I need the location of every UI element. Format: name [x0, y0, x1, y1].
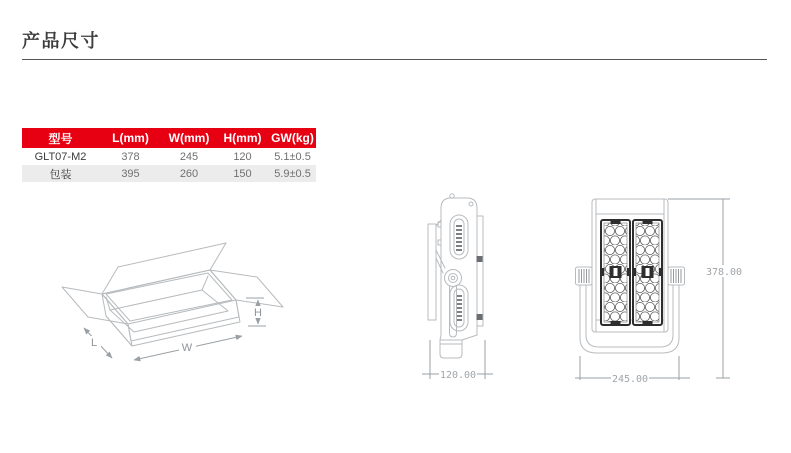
- carton-label-w: W: [181, 342, 193, 354]
- front-knob-left: [576, 267, 593, 285]
- cell-length: 395: [99, 165, 162, 182]
- cell-length: 378: [121, 150, 140, 163]
- side-dim-width: [422, 340, 493, 381]
- side-fastener: [477, 256, 483, 262]
- header-cell-model: 型号: [22, 128, 99, 148]
- cell-height: 150: [216, 165, 269, 182]
- carton-drawing: [50, 240, 290, 380]
- carton-dim-width: [134, 336, 242, 360]
- page-title: 产品尺寸: [22, 31, 100, 51]
- carton-dim-length: [84, 328, 112, 358]
- side-fastener: [477, 314, 483, 320]
- cell-width: 260: [162, 165, 216, 182]
- front-knob-right: [668, 267, 685, 285]
- cell-weight: 5.1±0.5: [274, 150, 311, 163]
- cell-weight: 5.9±0.5: [269, 165, 316, 182]
- front-dim-width: [575, 356, 690, 385]
- title-divider: [22, 59, 767, 60]
- header-cell-height: H(mm): [216, 128, 269, 148]
- front-led-module: [633, 220, 662, 325]
- spec-table: [22, 128, 316, 182]
- front-dim-height-label: 378.00: [705, 267, 743, 278]
- carton-body: [102, 270, 240, 346]
- header-cell-width: W(mm): [162, 128, 216, 148]
- cell-model: GLT07-M2: [34, 150, 87, 163]
- front-view-drawing: [575, 188, 765, 393]
- carton-label-l: L: [90, 337, 98, 349]
- header-cell-length: L(mm): [99, 128, 162, 148]
- table-row-product: [22, 148, 316, 165]
- side-vent-bottom: [450, 285, 468, 331]
- carton-label-h: H: [254, 307, 262, 319]
- cell-model: 包装: [22, 165, 99, 182]
- front-led-module: [601, 220, 630, 325]
- table-header-row: [22, 128, 316, 148]
- front-dim-width-label: 245.00: [611, 374, 649, 385]
- side-view-drawing: [405, 188, 505, 393]
- header-cell-weight: GW(kg): [269, 128, 316, 148]
- table-row-packaging: [22, 165, 316, 182]
- side-vent-top: [450, 215, 468, 259]
- cell-height: 120: [233, 150, 252, 163]
- cell-width: 245: [179, 150, 199, 163]
- side-dim-label: 120.00: [439, 370, 477, 381]
